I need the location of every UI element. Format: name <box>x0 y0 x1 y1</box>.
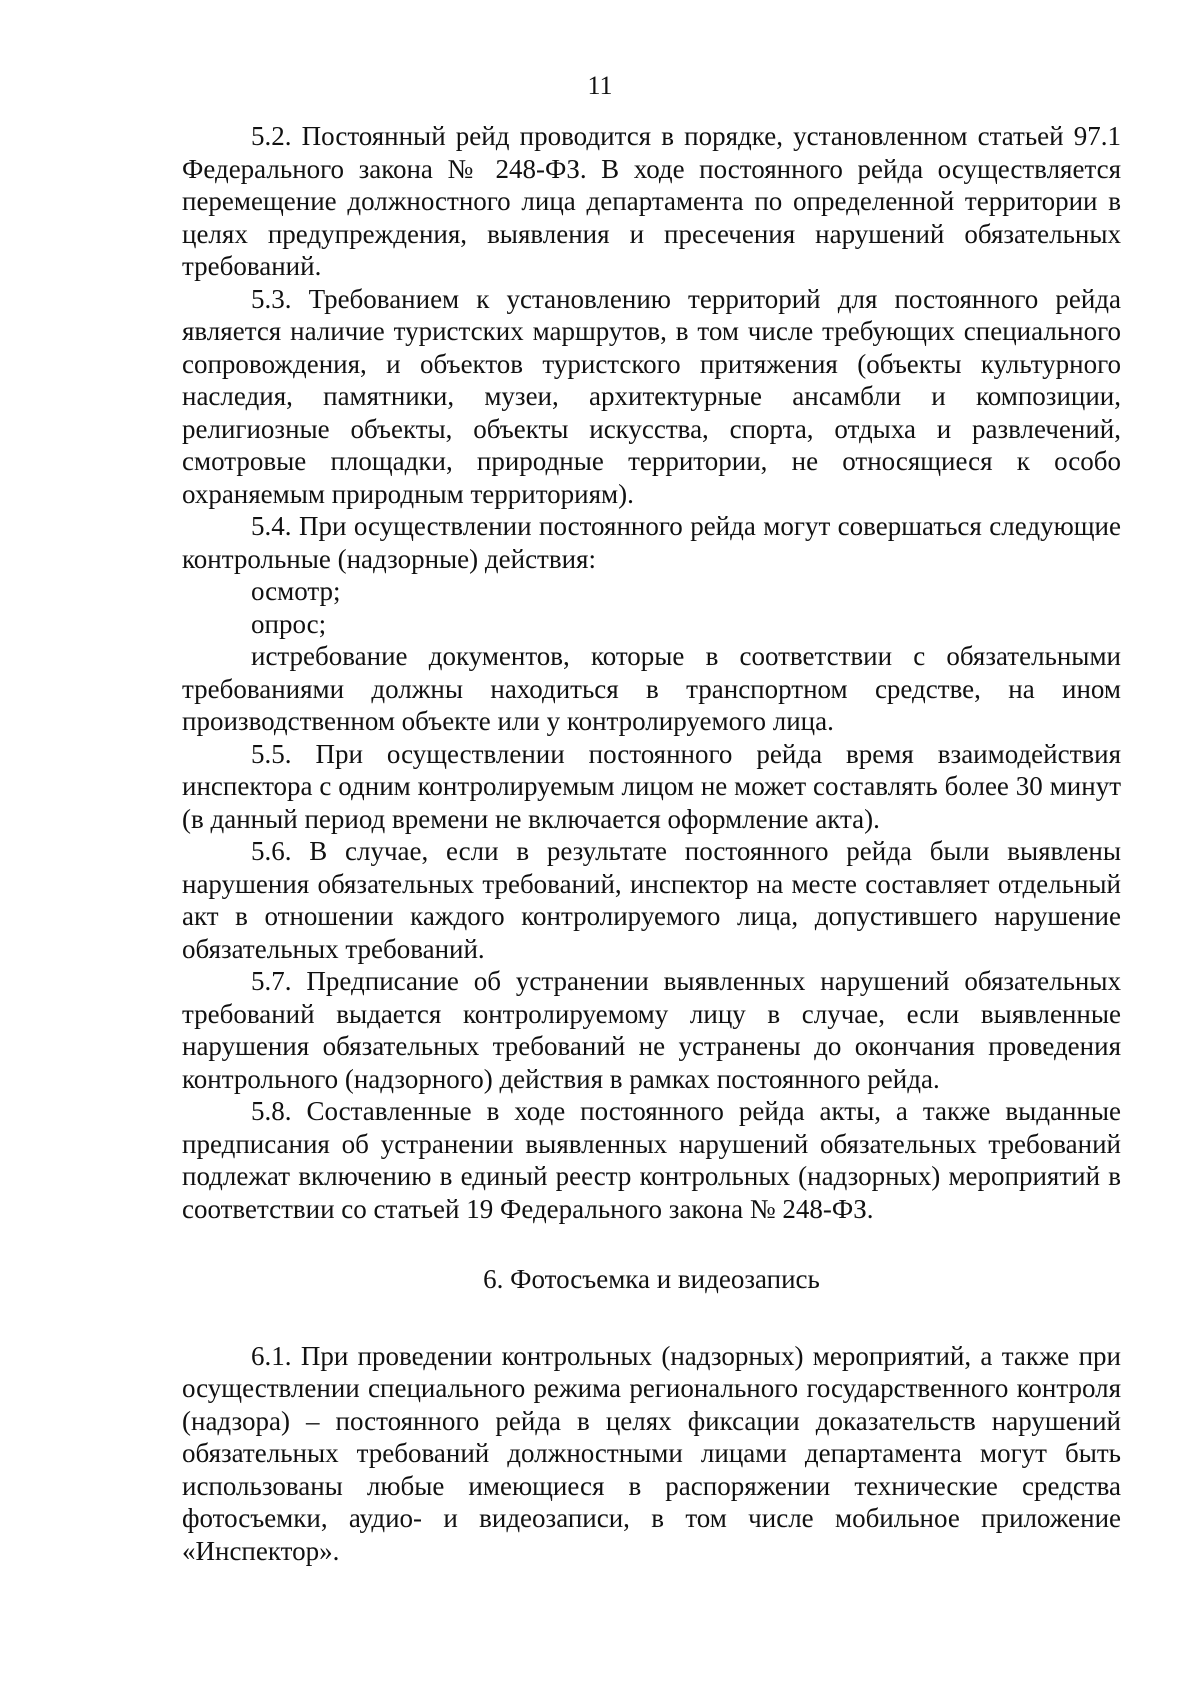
paragraph-document-request: истребование документов, которые в соответствии с обязательными требованиями должны находиться в транспортном средстве, на ином производственном объекте или у контролируемого лица. <box>182 641 1121 736</box>
paragraph-6-1: 6.1. При проведении контрольных (надзорных) мероприятий, а также при осуществлении специального режима регионального государственного контроля (надзора) – постоянного рейда в целях фиксации доказательств нарушений обязательных требований должностными лицами департамента могут быть использованы любые имеющиеся в распоряжении технические средства фотосъемки, аудио- и видеозаписи, в том числе мобильное приложение «Инспектор». <box>182 1340 1121 1566</box>
paragraph-5-8: 5.8. Составленные в ходе постоянного рейда акты, а также выданные предписания об устранении выявленных нарушений обязательных требований подлежат включению в единый реестр контрольных (надзорных) мероприятий в соответствии со статьей 19 Федерального закона № 248-ФЗ. <box>182 1096 1121 1224</box>
document-body <box>182 120 1121 1567</box>
page-number: 11 <box>587 71 613 100</box>
paragraph-5-7: 5.7. Предписание об устранении выявленных нарушений обязательных требований выдается контролируемому лицу в случае, если выявленные нарушения обязательных требований не устранены до окончания проведения контрольного (надзорного) действия в рамках постоянного рейда. <box>182 966 1121 1094</box>
paragraph-5-2: 5.2. Постоянный рейд проводится в порядке, установленном статьей 97.1 Федерального закона № 248-ФЗ. В ходе постоянного рейда осуществляется перемещение должностного лица департамента по определенной территории в целях предупреждения, выявления и пресечения нарушений обязательных требований. <box>182 121 1121 281</box>
paragraph-5-3: 5.3. Требованием к установлению территорий для постоянного рейда является наличие туристских маршрутов, в том числе требующих специального сопровождения, и объектов туристского притяжения (объекты культурного наследия, памятники, музеи, архитектурные ансамбли и композиции, религиозные объекты, объекты искусства, спорта, отдыха и развлечений, смотровые площадки, природные территории, не относящиеся к особо охраняемым природным территориям). <box>182 283 1121 509</box>
paragraph-5-4: 5.4. При осуществлении постоянного рейда могут совершаться следующие контрольные (надзорные) действия: <box>182 511 1121 574</box>
section-heading: 6. Фотосъемка и видеозапись <box>483 1264 820 1294</box>
list-item-survey: опрос; <box>251 608 327 639</box>
paragraph-5-6: 5.6. В случае, если в результате постоянного рейда были выявлены нарушения обязательных требований, инспектор на месте составляет отдельный акт в отношении каждого контролируемого лица, допустившего нарушение обязательных требований. <box>182 836 1121 964</box>
list-item-inspection: осмотр; <box>251 576 341 606</box>
paragraph-5-5: 5.5. При осуществлении постоянного рейда время взаимодействия инспектора с одним контролируемым лицом не может составлять более 30 минут (в данный период времени не включается оформление акта). <box>182 738 1121 834</box>
